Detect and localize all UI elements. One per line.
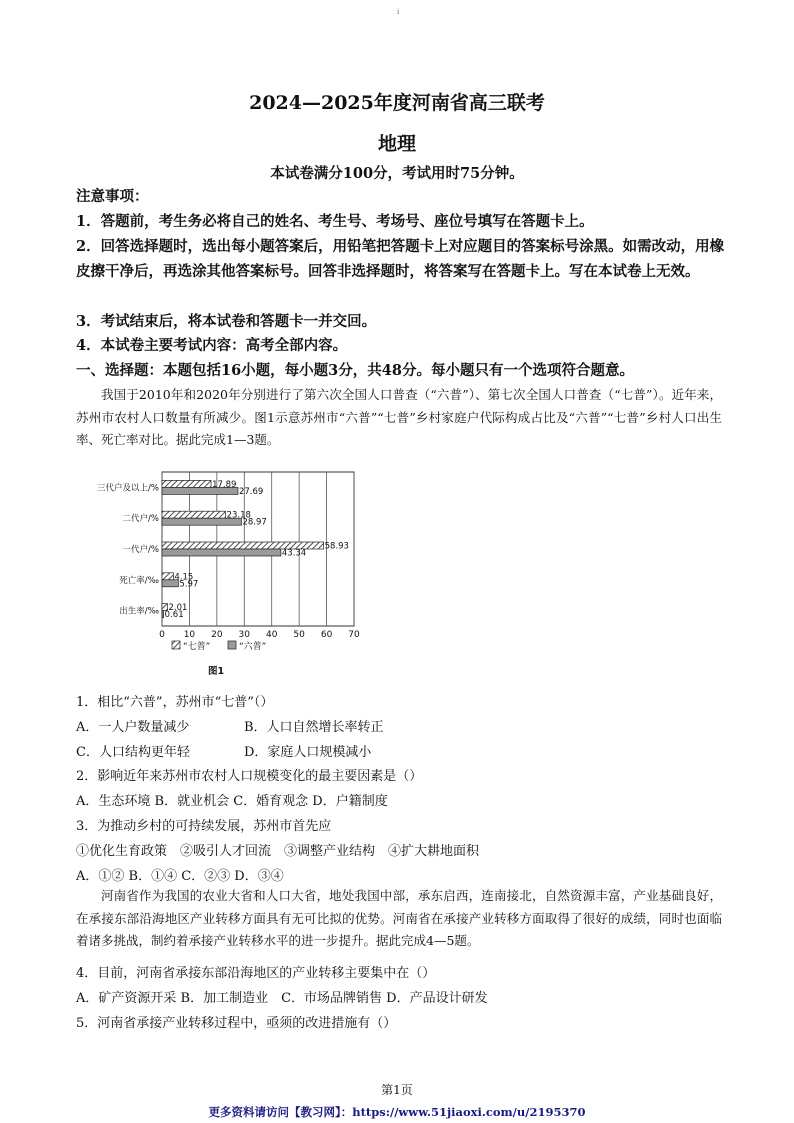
category-label: 一代户/%	[122, 545, 159, 555]
question-3-stem: 3．为推动乡村的可持续发展，苏州市首先应	[76, 818, 332, 834]
bar	[162, 549, 281, 556]
question-1-options-row-1	[76, 716, 726, 741]
figure-1-chart	[76, 468, 366, 678]
x-tick-label: 40	[265, 630, 278, 640]
question-2-options[interactable]: A．生态环境 B．就业机会 C．婚育观念 D．户籍制度	[76, 794, 388, 810]
x-tick-label: 0	[159, 630, 165, 640]
passage-2: 河南省作为我国的农业大省和人口大省，地处我国中部，承东启西，连南接北，自然资源丰富，产业基础良好，在承接东部沿海地区产业转移方面具有无可比拟的优势。河南省在承接产业转移方面取得了很好的成绩，同时也面临着诸多挑战，制约着承接产业转移水平的进一步提升。据此完成4—5题。	[76, 888, 722, 948]
footer-link[interactable]: 更多资料请访问【教习网】：https://www.51jiaoxi.com/u/2195370	[208, 1105, 586, 1119]
legend-swatch	[228, 641, 236, 649]
data-label: 5.97	[179, 579, 199, 590]
question-group-2	[76, 962, 726, 1036]
notice-item-2: 2．回答选择题时，选出每小题答案后，用铅笔把答题卡上对应题目的答案标号涂黑。如需改动，用橡皮擦干净后，再选涂其他答案标号。回答非选择题时，将答案写在答题卡上。写在本试卷上无效。	[76, 238, 725, 280]
page-number: 第1页	[381, 1083, 413, 1097]
category-label: 死亡率/‰	[119, 575, 159, 586]
question-group-1	[76, 691, 726, 889]
data-label: 4.15	[174, 572, 194, 583]
data-label: 23.18	[226, 510, 251, 521]
data-label: 58.93	[324, 541, 349, 552]
x-tick-label: 10	[183, 630, 196, 640]
notice-heading: 注意事项：	[76, 188, 149, 205]
question-1-option-d[interactable]: D．家庭人口规模减小	[244, 744, 372, 760]
question-2-stem: 2．影响近年来苏州市农村人口规模变化的最主要因素是（）	[76, 769, 423, 785]
question-1-option-c[interactable]: C．人口结构更年轻	[76, 744, 190, 760]
bar	[162, 573, 173, 580]
question-1-option-a[interactable]: A．一人户数量减少	[76, 719, 190, 735]
x-tick-label: 50	[293, 630, 305, 640]
x-tick-label: 60	[320, 630, 333, 640]
notice-item-1: 1．答题前，考生务必将自己的姓名、考生号、考场号、座位号填写在答题卡上。	[76, 213, 594, 230]
legend-label: “七普”	[183, 642, 211, 652]
question-1-stem: 1．相比“六普”，苏州市“七普”（）	[76, 695, 274, 710]
top-mark: i	[397, 8, 400, 16]
data-label: 17.89	[212, 479, 237, 490]
notice-item-4: 4．本试卷主要考试内容：高考全部内容。	[76, 337, 348, 354]
notice-item-3: 3．考试结束后，将本试卷和答题卡一并交回。	[76, 313, 377, 330]
question-5-stem: 5．河南省承接产业转移过程中，亟须的改进措施有（）	[76, 1015, 397, 1031]
question-4-options[interactable]: A．矿产资源开采 B．加工制造业 C．市场品牌销售 D．产品设计研发	[76, 990, 488, 1006]
passage-1: 我国于2010年和2020年分别进行了第六次全国人口普查（“六普”）、第七次全国人口普查（“七普”）。近年来，苏州市农村人口数量有所减少。图1示意苏州市“六普”“七普”乡村家庭户代际构成占比及“六普”“七普”乡村人口出生率、死亡率对比。据此完成1—3题。	[76, 387, 722, 447]
legend-label: “六普”	[239, 642, 267, 652]
category-label: 三代户及以上/%	[97, 483, 159, 494]
question-3-options[interactable]: A．①② B．①④ C．②③ D．③④	[76, 868, 284, 884]
bar	[162, 480, 211, 487]
bar	[162, 611, 164, 618]
category-label: 二代户/%	[122, 514, 159, 525]
section-heading: 一、选择题：本题包括16小题，每小题3分，共48分。每小题只有一个选项符合题意。	[76, 362, 634, 379]
bar	[162, 511, 226, 518]
data-label: 28.97	[242, 517, 267, 528]
category-label: 出生率/‰	[119, 606, 159, 617]
exam-info: 本试卷满分100分，考试用时75分钟。	[270, 165, 524, 182]
question-1-option-b[interactable]: B．人口自然增长率转正	[244, 719, 384, 735]
legend-swatch	[172, 641, 180, 649]
bar-chart	[76, 468, 366, 678]
data-label: 2.01	[168, 603, 188, 614]
figure-caption: 图1	[207, 666, 225, 677]
data-label: 0.61	[164, 610, 184, 621]
data-label: 43.34	[281, 548, 307, 559]
page-title: 2024—2025年度河南省高三联考	[249, 92, 545, 114]
question-4-stem: 4．目前，河南省承接东部沿海地区的产业转移主要集中在（）	[76, 966, 436, 981]
x-tick-label: 30	[238, 630, 251, 640]
data-label: 27.69	[238, 486, 264, 497]
x-tick-label: 20	[211, 630, 223, 640]
subject-title: 地理	[377, 133, 416, 155]
x-tick-label: 70	[348, 630, 360, 640]
question-3-choices: ①优化生育政策 ②吸引人才回流 ③调整产业结构 ④扩大耕地面积	[76, 843, 480, 859]
question-1-options-row-2	[76, 741, 726, 766]
